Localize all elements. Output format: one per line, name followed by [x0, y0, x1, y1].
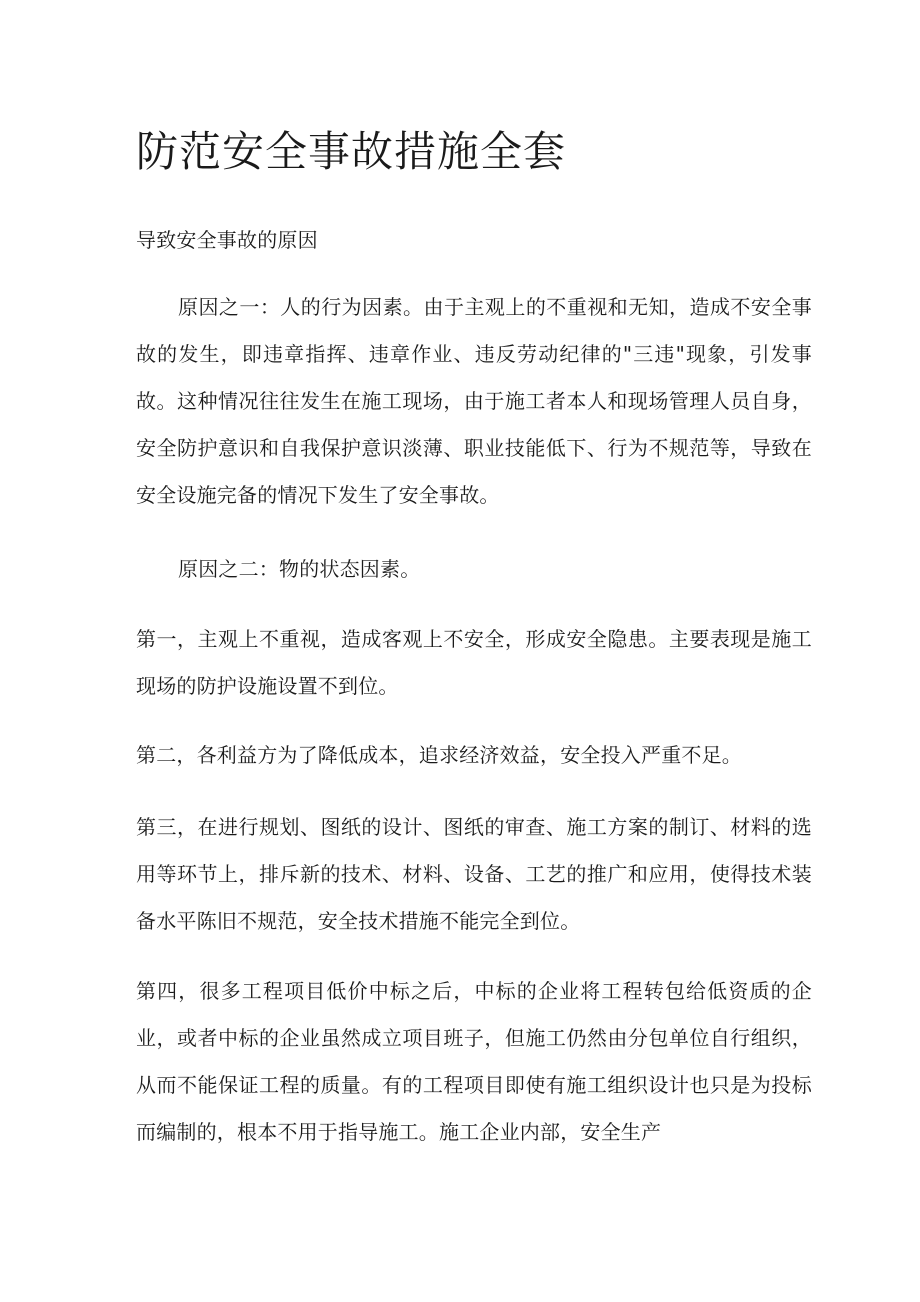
paragraph-cause-one: 原因之一：人的行为因素。由于主观上的不重视和无知，造成不安全事故的发生，即违章指挥、违章作业、违反劳动纪律的"三违"现象，引发事故。这种情况往往发生在施工现场，由于施工者本人和现场管理人员自身，安全防护意识和自我保护意识淡薄、职业技能低下、行为不规范等，导致在安全设施完备的情况下发生了安全事故。 [136, 295, 812, 507]
paragraph-cause-two: 原因之二：物的状态因素。 [178, 557, 421, 581]
paragraph-first: 第一，主观上不重视，造成客观上不安全，形成安全隐患。主要表现是施工现场的防护设施设置不到位。 [136, 627, 812, 698]
paragraph-second: 第二，各利益方为了降低成本，追求经济效益，安全投入严重不足。 [136, 743, 742, 767]
document-title: 防范安全事故措施全套 [136, 127, 567, 176]
paragraph-fourth: 第四，很多工程项目低价中标之后，中标的企业将工程转包给低资质的企业，或者中标的企业虽然成立项目班子，但施工仍然由分包单位自行组织，从而不能保证工程的质量。有的工程项目即使有施工组织设计也只是为投标而编制的，根本不用于指导施工。施工企业内部，安全生产 [136, 979, 812, 1144]
paragraph-third: 第三，在进行规划、图纸的设计、图纸的审查、施工方案的制订、材料的选用等环节上，排斥新的技术、材料、设备、工艺的推广和应用，使得技术装备水平陈旧不规范，安全技术措施不能完全到位。 [136, 815, 812, 933]
section-heading: 导致安全事故的原因 [136, 228, 318, 252]
